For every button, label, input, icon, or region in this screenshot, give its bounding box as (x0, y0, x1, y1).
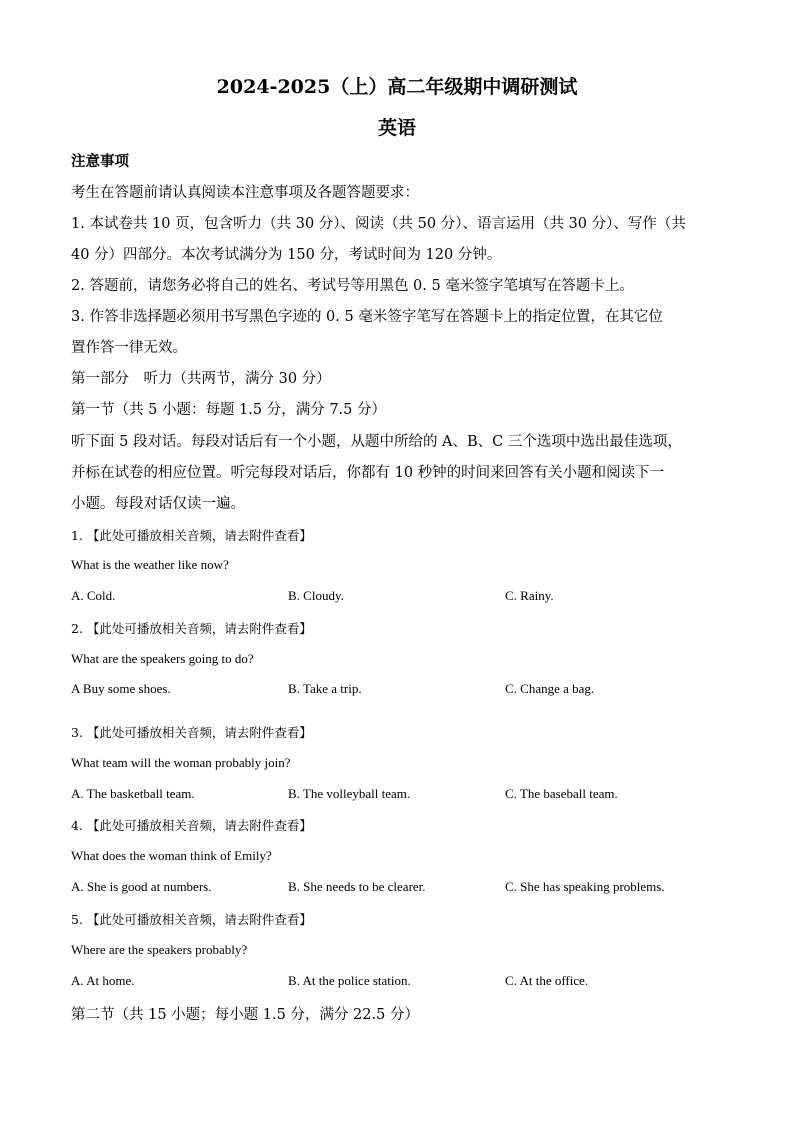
question-5-option-c: C. At the office. (505, 973, 589, 988)
notice-item-2: 2. 答题前，请您务必将自己的姓名、考试号等用黑色 0. 5 毫米签字笔填写在答题卡上。 (71, 278, 634, 294)
question-1-option-a: A. Cold. (71, 588, 116, 603)
question-3-stem: What team will the woman probably join? (71, 755, 291, 770)
notice-item-1-line-2: 40 分）四部分。本次考试满分为 150 分，考试时间为 120 分钟。 (71, 247, 502, 263)
question-1-option-b: B. Cloudy. (288, 588, 344, 603)
section-1-heading: 第一节（共 5 小题：每题 1.5 分，满分 7.5 分） (71, 402, 386, 418)
notice-item-3-line-1: 3. 作答非选择题必须用书写黑色字迹的 0. 5 毫米签字笔写在答题卡上的指定位置，在其它位 (71, 309, 663, 325)
question-5-stem: Where are the speakers probably? (71, 942, 248, 957)
subject-title: 英语 (377, 117, 416, 139)
question-2-option-b: B. Take a trip. (288, 681, 362, 696)
question-4-label: 4. 【此处可播放相关音频，请去附件查看】 (71, 818, 312, 833)
question-3-option-c: C. The baseball team. (505, 786, 618, 801)
question-3-option-a: A. The basketball team. (71, 786, 195, 801)
question-2-label: 2. 【此处可播放相关音频，请去附件查看】 (71, 621, 312, 636)
question-3-option-b: B. The volleyball team. (288, 786, 411, 801)
instructions-line-1: 听下面 5 段对话。每段对话后有一个小题，从题中所给的 A、B、C 三个选项中选出最佳选项， (71, 434, 682, 450)
question-4-option-a: A. She is good at numbers. (71, 879, 212, 894)
question-2-stem: What are the speakers going to do? (71, 651, 254, 666)
question-2-option-c: C. Change a bag. (505, 681, 595, 696)
question-3-label: 3. 【此处可播放相关音频，请去附件查看】 (71, 725, 312, 740)
section-2-heading: 第二节（共 15 小题；每小题 1.5 分，满分 22.5 分） (71, 1007, 419, 1023)
notice-intro: 考生在答题前请认真阅读本注意事项及各题答题要求： (71, 185, 419, 201)
question-1-stem: What is the weather like now? (71, 557, 229, 572)
question-4-option-b: B. She needs to be clearer. (288, 879, 426, 894)
question-2-option-a: A Buy some shoes. (71, 681, 171, 696)
instructions-line-2: 并标在试卷的相应位置。听完每段对话后，你都有 10 秒钟的时间来回答有关小题和阅读下一 (71, 465, 665, 481)
question-1-option-c: C. Rainy. (505, 588, 554, 603)
notice-item-3-line-2: 置作答一律无效。 (71, 340, 187, 356)
exam-title: 2024-2025（上）高二年级期中调研测试 (216, 76, 578, 98)
instructions-line-3: 小题。每段对话仅读一遍。 (71, 496, 245, 512)
question-4-option-c: C. She has speaking problems. (505, 879, 665, 894)
question-5-option-b: B. At the police station. (288, 973, 411, 988)
part-1-heading: 第一部分 听力（共两节，满分 30 分） (71, 371, 331, 387)
notice-heading: 注意事项 (71, 153, 129, 170)
notice-item-1-line-1: 1. 本试卷共 10 页，包含听力（共 30 分）、阅读（共 50 分）、语言运用（共 30 分）、写作（共 (71, 216, 686, 232)
question-5-option-a: A. At home. (71, 973, 135, 988)
question-1-label: 1. 【此处可播放相关音频，请去附件查看】 (71, 528, 312, 543)
question-4-stem: What does the woman think of Emily? (71, 848, 272, 863)
question-5-label: 5. 【此处可播放相关音频，请去附件查看】 (71, 912, 312, 927)
